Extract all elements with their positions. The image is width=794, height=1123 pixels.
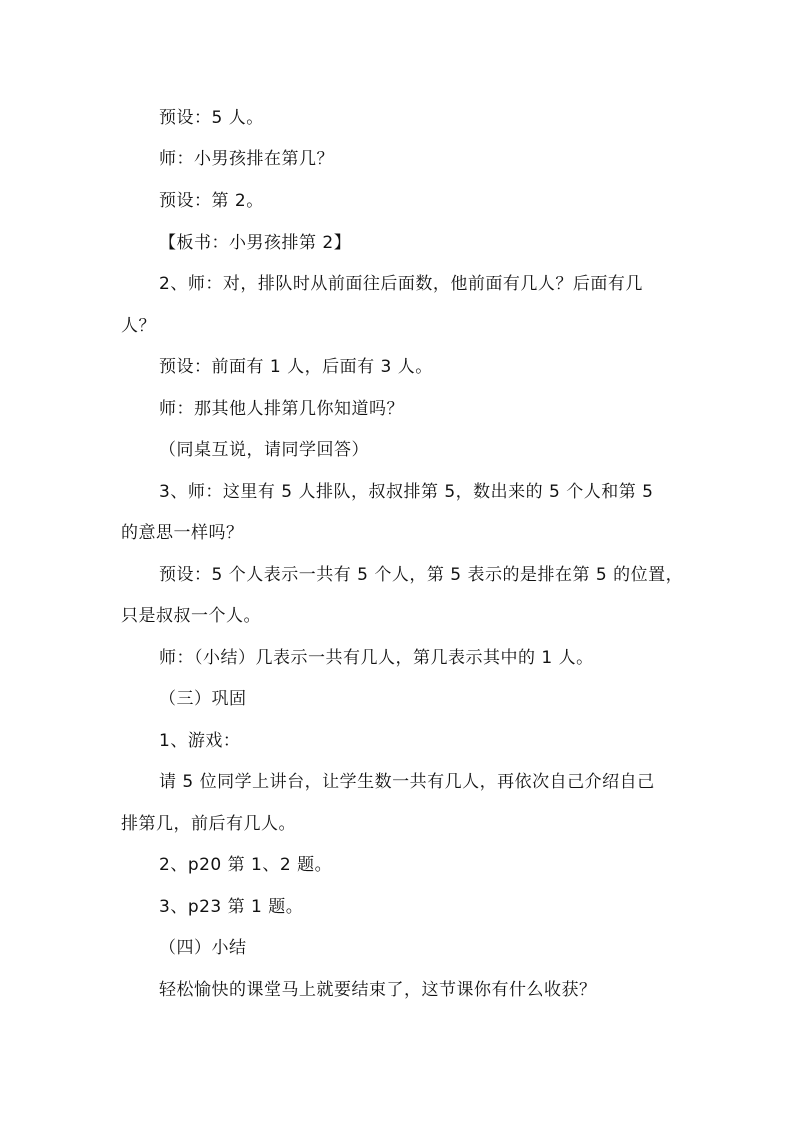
paragraph-line: 师：小男孩排在第几？ — [159, 149, 334, 169]
paragraph-line: 3、师：这里有 5 人排队，叔叔排第 5，数出来的 5 个人和第 5 — [159, 482, 654, 502]
paragraph-line: 3、p23 第 1 题。 — [159, 897, 304, 917]
paragraph-line: 请 5 位同学上讲台，让学生数一共有几人，再依次自己介绍自己 — [159, 772, 655, 792]
paragraph-line: 预设：5 个人表示一共有 5 个人，第 5 表示的是排在第 5 的位置， — [159, 565, 684, 585]
paragraph-line: 2、p20 第 1、2 题。 — [159, 855, 333, 875]
paragraph-line: 预设：第 2。 — [159, 191, 264, 211]
paragraph-line: （同桌互说，请同学回答） — [159, 440, 369, 460]
paragraph-line: 1、游戏： — [159, 731, 241, 751]
section-heading: （三）巩固 — [159, 689, 247, 709]
board-note-line: 【板书：小男孩排第 2】 — [159, 233, 352, 253]
paragraph-line: 只是叔叔一个人。 — [121, 606, 261, 626]
paragraph-line: 人？ — [121, 316, 156, 336]
paragraph-line: 师：那其他人排第几你知道吗？ — [159, 399, 404, 419]
paragraph-line: 师：（小结）几表示一共有几人，第几表示其中的 1 人。 — [159, 648, 594, 668]
paragraph-line: 排第几，前后有几人。 — [121, 814, 296, 834]
paragraph-line: 的意思一样吗？ — [121, 523, 244, 543]
paragraph-line: 轻松愉快的课堂马上就要结束了，这节课你有什么收获？ — [159, 980, 597, 1000]
section-heading: （四）小结 — [159, 938, 247, 958]
paragraph-line: 预设：5 人。 — [159, 108, 264, 128]
paragraph-line: 2、师：对，排队时从前面往后面数，他前面有几人？后面有几 — [159, 274, 643, 294]
paragraph-line: 预设：前面有 1 人，后面有 3 人。 — [159, 357, 433, 377]
